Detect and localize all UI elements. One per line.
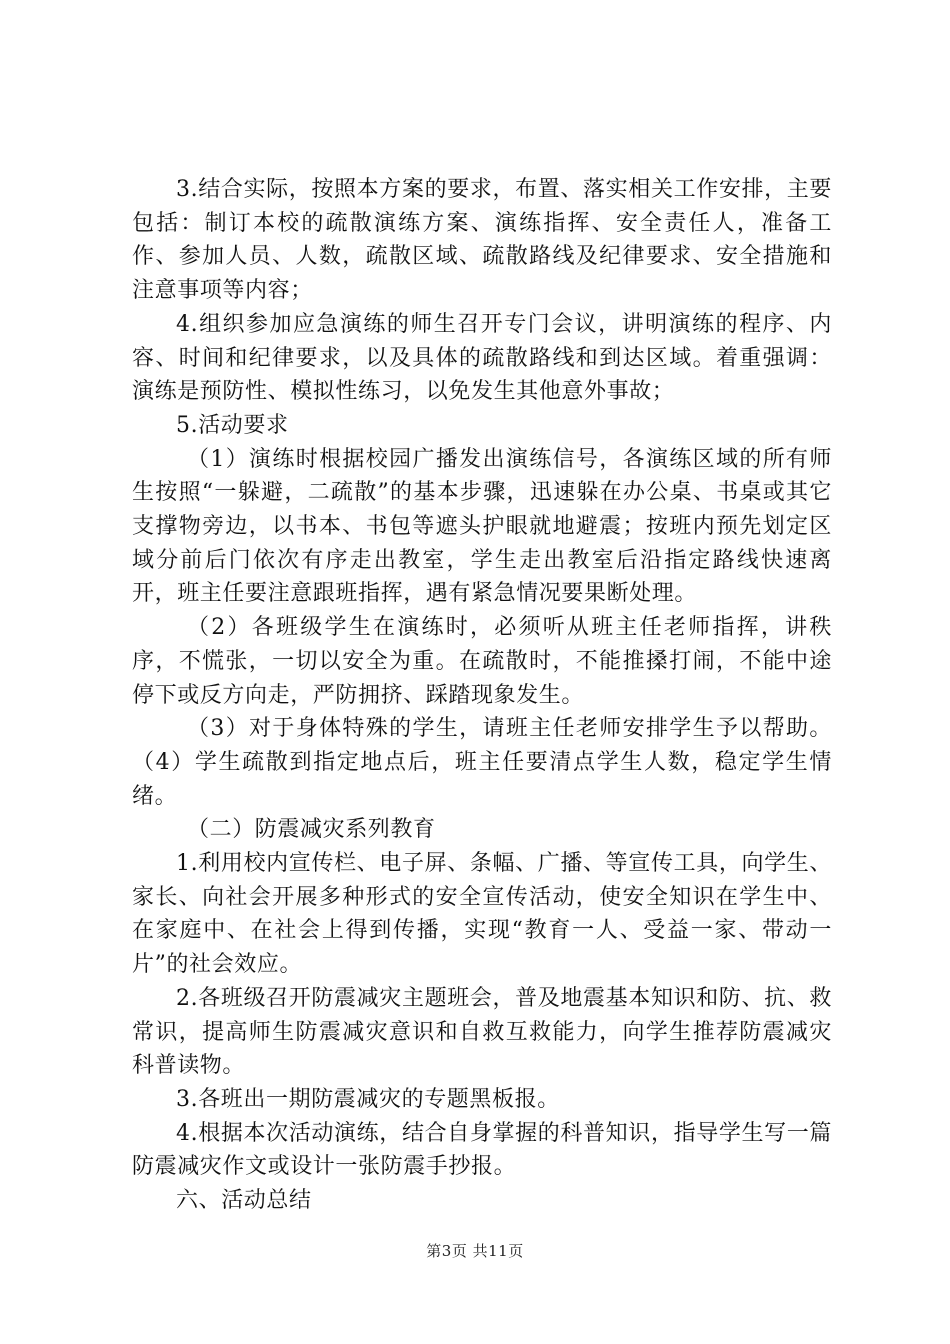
paragraph-meeting: 4.组织参加应急演练的师生召开专门会议，讲明演练的程序、内容、时间和纪律要求，以及具体的疏散路线和到达区域。着重强调：演练是预防性、模拟性练习，以免发生其他意外事故；	[132, 311, 832, 405]
section-heading-summary: 六、活动总结	[176, 1188, 312, 1214]
paragraph-activity-requirements-heading: 5.活动要求	[176, 412, 289, 438]
paragraph-education-2: 2.各班级召开防震减灾主题班会，普及地震基本知识和防、抗、救常识，提高师生防震减灾意识和自救互救能力，向学生推荐防震减灾科普读物。	[132, 985, 832, 1079]
paragraph-education-3: 3.各班出一期防震减灾的专题黑板报。	[176, 1086, 560, 1112]
paragraph-education-4: 4.根据本次活动演练，结合自身掌握的科普知识，指导学生写一篇防震减灾作文或设计一张防震手抄报。	[132, 1120, 832, 1180]
section-heading-education: （二）防震减灾系列教育	[187, 817, 436, 843]
paragraph-requirement-1: （1）演练时根据校园广播发出演练信号，各演练区域的所有师生按照“一躲避，二疏散”的基本步骤，迅速躲在办公桌、书桌或其它支撑物旁边，以书本、书包等遮头护眼就地避震；按班内预先划定区域分前后门依次有序走出教室，学生走出教室后沿指定路线快速离开，班主任要注意跟班指挥，遇有紧急情况要果断处理。	[132, 446, 832, 607]
paragraph-requirement-3-4: （3）对于身体特殊的学生，请班主任老师安排学生予以帮助。（4）学生疏散到指定地点后，班主任要清点学生人数，稳定学生情绪。	[132, 716, 832, 809]
page-number-footer: 第3页 共11页	[426, 1242, 524, 1260]
document-body	[132, 173, 832, 1218]
paragraph-drill-plan: 3.结合实际，按照本方案的要求，布置、落实相关工作安排，主要包括：制订本校的疏散演练方案、演练指挥、安全责任人，准备工作、参加人员、人数，疏散区域、疏散路线及纪律要求、安全措施和注意事项等内容；	[132, 177, 832, 304]
paragraph-education-1: 1.利用校内宣传栏、电子屏、条幅、广播、等宣传工具，向学生、家长、向社会开展多种形式的安全宣传活动，使安全知识在学生中、在家庭中、在社会上得到传播，实现“教育一人、受益一家、带动一片”的社会效应。	[132, 851, 832, 978]
paragraph-requirement-2: （2）各班级学生在演练时，必须听从班主任老师指挥，讲秩序，不慌张，一切以安全为重。在疏散时，不能推搡打闹，不能中途停下或反方向走，严防拥挤、踩踏现象发生。	[132, 615, 832, 708]
